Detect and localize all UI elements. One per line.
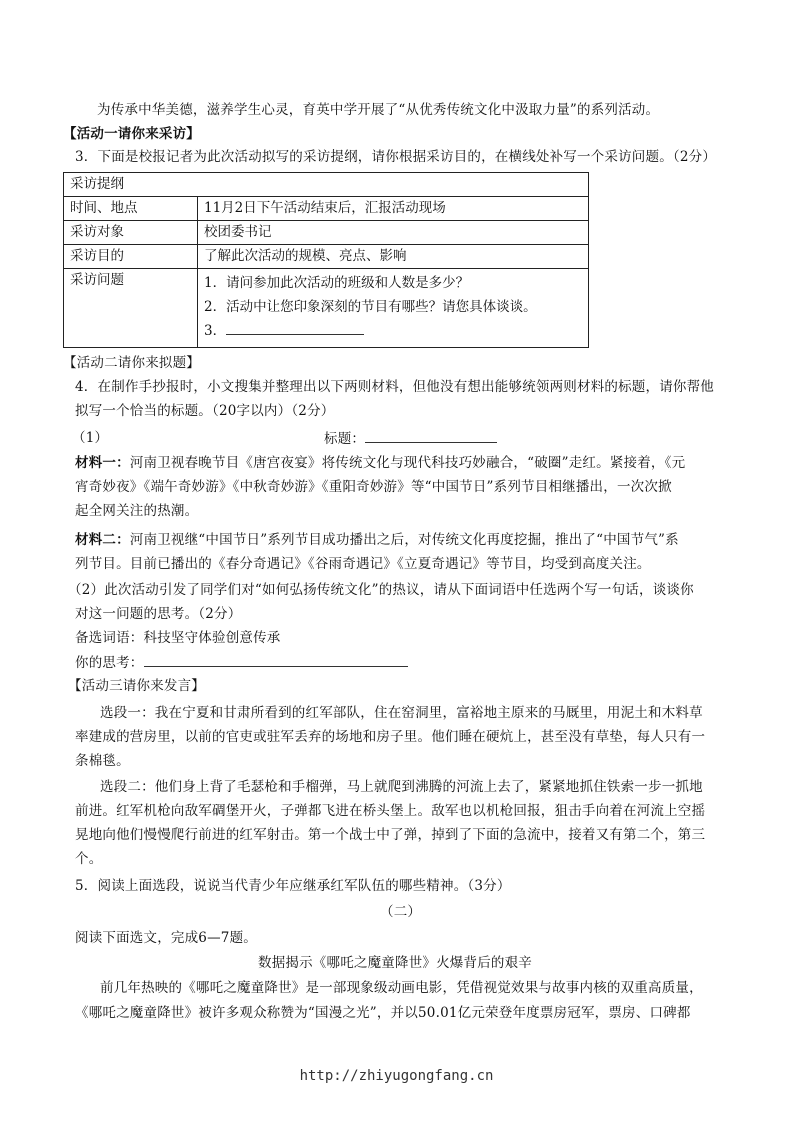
excerpt2-line4: 个。 (75, 851, 103, 867)
excerpt1-line2: 率建成的营房里，以前的官吏或驻军丢弃的场地和房子里。他们睡在硬炕上，甚至没有草垫，每人只有一 (75, 729, 706, 745)
candidate-words: 备选词语：科技坚守体验创意传承 (75, 630, 281, 646)
question-4-line1: 4．在制作手抄报时，小文搜集并整理出以下两则材料，但他没有想出能够统领两则材料的标题，请你帮他 (75, 379, 714, 395)
table-value-cell: 校团委书记 (198, 221, 589, 245)
intro-text: 为传承中华美德，滋养学生心灵，育英中学开展了“从优秀传统文化中汲取力量”的系列活动。 (97, 102, 660, 118)
table-row (64, 269, 589, 348)
material2-line1 (75, 530, 679, 550)
title-label: 标题： (324, 431, 366, 447)
interview-question-3-row (204, 319, 582, 343)
table-key-cell: 采访目的 (64, 245, 198, 269)
article-line2: 《哪吒之魔童降世》被许多观众称赞为“国漫之光”，并以50.01亿元荣登年度票房冠军，票房、口碑都 (75, 1005, 691, 1021)
answer-blank-question-3[interactable] (226, 320, 364, 335)
material1-label: 材料一： (75, 455, 130, 471)
table-key-cell: 采访对象 (64, 221, 198, 245)
table-value-cell: 11月2日下午活动结束后，汇报活动现场 (198, 197, 589, 221)
table-row (64, 221, 589, 245)
think-label: 你的思考： (75, 655, 144, 671)
activity3-heading: 【活动三请你来发言】 (68, 678, 205, 694)
excerpt2-line1: 选段二：他们身上背了毛瑟枪和手榴弹，马上就爬到沸腾的河流上去了，紧紧地抓住铁索一步一抓地 (100, 779, 703, 795)
material2-label: 材料二： (75, 532, 130, 548)
activity2-heading: 【活动二请你来拟题】 (63, 355, 200, 371)
material1-text: 河南卫视春晚节目《唐宫夜宴》将传统文化与现代科技巧妙融合，“破圈”走红。紧接着，《元 (129, 455, 686, 471)
excerpt2-line3: 晃地向他们慢慢爬行前进的红军射击。第一个战士中了弹，掉到了下面的急流中，接着又有第二个，第三 (75, 827, 706, 843)
title-answer-row (324, 428, 497, 449)
part1-label: （1） (72, 430, 109, 446)
think-answer-blank[interactable] (144, 652, 408, 667)
table-value-cell: 了解此次活动的规模、亮点、影响 (198, 245, 589, 269)
question-4-line2: 拟写一个恰当的标题。（20字以内）（2分） (75, 403, 335, 419)
table-row (64, 173, 589, 197)
table-row (64, 197, 589, 221)
question-5: 5．阅读上面选段，说说当代青少年应继承红军队伍的哪些精神。（3分） (75, 878, 511, 894)
footer-url: http://zhiyugongfang.cn (299, 1068, 494, 1084)
question-3: 3．下面是校报记者为此次活动拟写的采访提纲，请你根据采访目的，在横线处补写一个采访问题。（2分） (75, 149, 717, 165)
reading-instruction: 阅读下面选文，完成6—7题。 (75, 930, 257, 946)
interview-question-2: 2．活动中让您印象深刻的节目有哪些？请您具体谈谈。 (204, 299, 537, 315)
article-title: 数据揭示《哪吒之魔童降世》火爆背后的艰辛 (258, 955, 532, 971)
table-key-cell: 时间、地点 (64, 197, 198, 221)
interview-question-3: 3． (204, 323, 227, 339)
material1-line1 (75, 453, 685, 473)
table-title-cell: 采访提纲 (64, 173, 589, 197)
material1-line3: 起全网关注的热潮。 (75, 503, 199, 519)
interview-questions-cell (198, 269, 589, 348)
excerpt1-line3: 条棉毯。 (75, 753, 130, 769)
part2-line1: （2）此次活动引发了同学们对“如何弘扬传统文化”的热议，请从下面词语中任选两个写一句话，谈谈你 (68, 582, 694, 598)
table-key-cell: 采访问题 (64, 269, 198, 348)
article-line1: 前几年热映的《哪吒之魔童降世》是一部现象级动画电影，凭借视觉效果与故事内核的双重高质量， (100, 980, 703, 996)
table-row (64, 245, 589, 269)
interview-outline-table (63, 172, 589, 348)
think-answer-row (75, 652, 408, 673)
title-answer-blank[interactable] (365, 428, 497, 443)
section-number: （二） (380, 904, 422, 920)
excerpt1-line1: 选段一：我在宁夏和甘肃所看到的红军部队，住在窑洞里，富裕地主原来的马厩里，用泥土和木料草 (100, 705, 703, 721)
material1-line2: 宵奇妙夜》《端午奇妙游》《中秋奇妙游》《重阳奇妙游》等“中国节日”系列节目相继播出，一次次掀 (75, 479, 672, 495)
excerpt2-line2: 前进。红军机枪向敌军碉堡开火，子弹都飞进在桥头堡上。敌军也以机枪回报，狙击手向着在河流上空摇 (75, 803, 706, 819)
material2-text: 河南卫视继“中国节日”系列节目成功播出之后，对传统文化再度挖掘，推出了“中国节气”系 (129, 532, 679, 548)
part2-line2: 对这一问题的思考。（2分） (75, 606, 242, 622)
material2-line2: 列节目。目前已播出的《春分奇遇记》《谷雨奇遇记》《立夏奇遇记》等节目，均受到高度关注。 (75, 556, 651, 572)
interview-question-1: 1．请问参加此次活动的班级和人数是多少？ (204, 275, 470, 291)
activity1-heading: 【活动一请你来采访】 (63, 126, 200, 142)
